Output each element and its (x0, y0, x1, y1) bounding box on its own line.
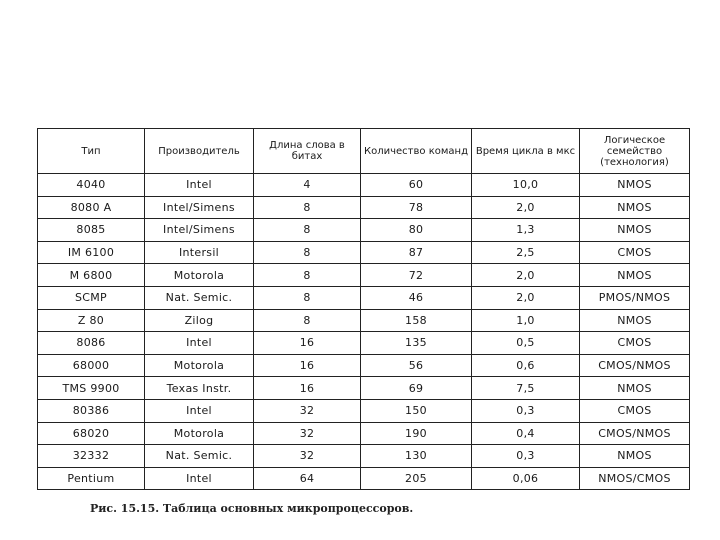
cell-logic-family: NMOS (580, 377, 690, 400)
cell-instruction-count: 46 (361, 286, 472, 309)
table-row (38, 286, 690, 309)
cell-type: Pentium (38, 467, 145, 490)
header-manufacturer: Производитель (145, 129, 254, 174)
cell-type: 8086 (38, 332, 145, 355)
table-row (38, 445, 690, 468)
table-row (38, 399, 690, 422)
table-row (38, 174, 690, 197)
cell-logic-family: NMOS (580, 196, 690, 219)
cell-manufacturer: Intel (145, 467, 254, 490)
cell-cycle-time: 0,5 (472, 332, 580, 355)
header-word-length: Длина слова в битах (254, 129, 361, 174)
cell-instruction-count: 190 (361, 422, 472, 445)
table-body (38, 174, 690, 490)
cell-type: TMS 9900 (38, 377, 145, 400)
header-logic-family: Логическое семейство (технология) (580, 129, 690, 174)
cell-logic-family: CMOS/NMOS (580, 422, 690, 445)
cell-word-length: 64 (254, 467, 361, 490)
cell-logic-family: NMOS (580, 445, 690, 468)
cell-logic-family: CMOS/NMOS (580, 354, 690, 377)
cell-type: 80386 (38, 399, 145, 422)
cell-manufacturer: Motorola (145, 422, 254, 445)
processor-table-container (37, 128, 689, 490)
cell-word-length: 4 (254, 174, 361, 197)
cell-cycle-time: 0,06 (472, 467, 580, 490)
table-row (38, 422, 690, 445)
table-row (38, 309, 690, 332)
cell-logic-family: NMOS (580, 174, 690, 197)
cell-manufacturer: Intel/Simens (145, 219, 254, 242)
cell-word-length: 8 (254, 241, 361, 264)
table-row (38, 354, 690, 377)
cell-instruction-count: 72 (361, 264, 472, 287)
cell-type: 4040 (38, 174, 145, 197)
cell-manufacturer: Nat. Semic. (145, 286, 254, 309)
cell-type: 68000 (38, 354, 145, 377)
cell-cycle-time: 0,3 (472, 399, 580, 422)
cell-manufacturer: Intersil (145, 241, 254, 264)
cell-cycle-time: 0,4 (472, 422, 580, 445)
cell-logic-family: NMOS (580, 309, 690, 332)
header-instruction-count: Количество команд (361, 129, 472, 174)
cell-logic-family: PMOS/NMOS (580, 286, 690, 309)
cell-type: Z 80 (38, 309, 145, 332)
cell-cycle-time: 1,0 (472, 309, 580, 332)
cell-instruction-count: 69 (361, 377, 472, 400)
table-row (38, 219, 690, 242)
cell-logic-family: CMOS (580, 332, 690, 355)
cell-instruction-count: 56 (361, 354, 472, 377)
cell-word-length: 8 (254, 196, 361, 219)
cell-cycle-time: 2,0 (472, 286, 580, 309)
cell-type: 8080 A (38, 196, 145, 219)
cell-logic-family: CMOS (580, 241, 690, 264)
cell-instruction-count: 60 (361, 174, 472, 197)
figure-caption: Рис. 15.15. Таблица основных микропроцессоров. (90, 502, 414, 515)
cell-word-length: 32 (254, 399, 361, 422)
cell-cycle-time: 2,5 (472, 241, 580, 264)
cell-cycle-time: 1,3 (472, 219, 580, 242)
table-row (38, 332, 690, 355)
cell-cycle-time: 0,6 (472, 354, 580, 377)
cell-cycle-time: 2,0 (472, 196, 580, 219)
cell-instruction-count: 158 (361, 309, 472, 332)
cell-logic-family: NMOS (580, 219, 690, 242)
cell-cycle-time: 2,0 (472, 264, 580, 287)
processor-table (37, 128, 690, 490)
cell-instruction-count: 150 (361, 399, 472, 422)
cell-word-length: 8 (254, 309, 361, 332)
cell-cycle-time: 0,3 (472, 445, 580, 468)
cell-instruction-count: 78 (361, 196, 472, 219)
cell-manufacturer: Intel (145, 174, 254, 197)
cell-instruction-count: 205 (361, 467, 472, 490)
cell-manufacturer: Intel/Simens (145, 196, 254, 219)
table-row (38, 377, 690, 400)
header-cycle-time: Время цикла в мкс (472, 129, 580, 174)
cell-word-length: 32 (254, 445, 361, 468)
cell-instruction-count: 135 (361, 332, 472, 355)
cell-cycle-time: 10,0 (472, 174, 580, 197)
cell-word-length: 32 (254, 422, 361, 445)
table-row (38, 467, 690, 490)
cell-word-length: 8 (254, 219, 361, 242)
cell-logic-family: NMOS/CMOS (580, 467, 690, 490)
cell-word-length: 16 (254, 377, 361, 400)
cell-manufacturer: Texas Instr. (145, 377, 254, 400)
cell-type: M 6800 (38, 264, 145, 287)
cell-manufacturer: Motorola (145, 354, 254, 377)
cell-word-length: 16 (254, 354, 361, 377)
cell-type: 32332 (38, 445, 145, 468)
cell-instruction-count: 130 (361, 445, 472, 468)
cell-manufacturer: Nat. Semic. (145, 445, 254, 468)
cell-manufacturer: Zilog (145, 309, 254, 332)
cell-word-length: 8 (254, 286, 361, 309)
cell-type: IM 6100 (38, 241, 145, 264)
cell-type: 68020 (38, 422, 145, 445)
cell-type: 8085 (38, 219, 145, 242)
header-type: Тип (38, 129, 145, 174)
cell-cycle-time: 7,5 (472, 377, 580, 400)
cell-instruction-count: 80 (361, 219, 472, 242)
cell-instruction-count: 87 (361, 241, 472, 264)
cell-word-length: 16 (254, 332, 361, 355)
cell-word-length: 8 (254, 264, 361, 287)
table-row (38, 241, 690, 264)
cell-manufacturer: Intel (145, 399, 254, 422)
cell-manufacturer: Motorola (145, 264, 254, 287)
table-row (38, 264, 690, 287)
cell-logic-family: CMOS (580, 399, 690, 422)
cell-manufacturer: Intel (145, 332, 254, 355)
cell-type: SCMP (38, 286, 145, 309)
cell-logic-family: NMOS (580, 264, 690, 287)
table-row (38, 196, 690, 219)
table-header-row (38, 129, 690, 174)
